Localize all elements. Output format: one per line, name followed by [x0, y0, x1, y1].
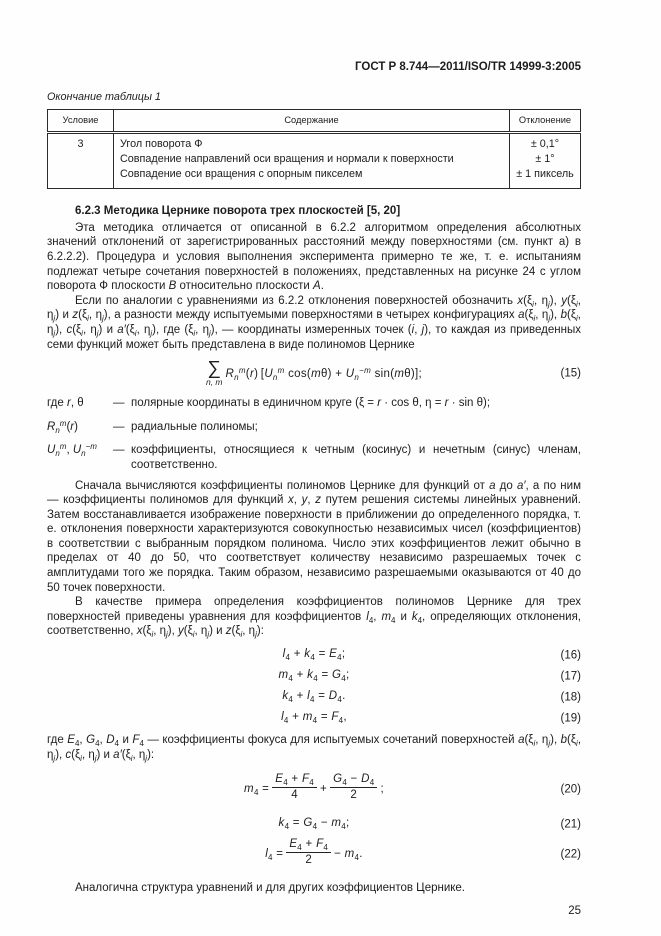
content-line: Совпадение оси вращения с опорным пикселем [120, 168, 363, 181]
equation-18-number: (18) [560, 691, 581, 704]
content-line: Совпадение направлений оси вращения и нормали к поверхности [120, 153, 454, 166]
definition-coefficients [47, 443, 581, 472]
equation-15-number: (15) [560, 367, 581, 380]
summation-symbol: ∑ n, m [205, 358, 223, 388]
column-header-content: Содержание [114, 110, 510, 133]
paragraph-1: Эта методика отличается от описанной в 6.2.2 алгоритмом определения абсолютных значений отклонений от зарегистрированных расстояний между поверхностями (см. пункт а) в 6.2.2.2). Процедура и условия выполнения эксперимента примерно те же, т. е. испытаниям подлежат четыре сочетания поверхностей в положениях, представленных на рисунке 24 с углом поворота Ф плоскости B относительно плоскости A. [47, 221, 581, 293]
document-header: ГОСТ Р 8.744—2011/ISO/TR 14999-3:2005 [355, 61, 581, 73]
equation-18: $k_4 + l_4 = D_4$. (18) [282, 690, 581, 705]
paragraph-5: где $E_4$, $G_4$, $D_4$ и $F_4$ — коэффициенты фокуса для испытуемых сочетаний поверхностей $a(\xi_i$, $\eta_j$), $b(\xi_i$, $\eta_j$), $c(\xi_i$, $\eta_j$) и $a'(\xi_i$, $\eta_j$): [47, 734, 582, 763]
equation-22-number: (22) [560, 848, 581, 861]
table-caption: Окончание таблицы 1 [47, 90, 161, 103]
equation-20-number: (20) [560, 783, 581, 796]
table-header-row [48, 110, 581, 133]
column-header-condition: Условие [48, 110, 114, 133]
paragraph-6: Аналогична структура уравнений и для других коэффициентов Цернике. [75, 882, 466, 895]
definition-r-theta [47, 396, 581, 411]
definition-term: $U_n^m$, $U_n^{-m}$ [47, 442, 97, 459]
equation-20-body: $m_4$ = $\frac{E_4 + F_4}{4}$ + $\frac{G_4 - D_4}{2}$ ; [244, 773, 384, 802]
equation-19: $l_4 + m_4 = F_4$, (19) [281, 711, 581, 726]
equation-15-body: $R_n^m(r)$ [$U_n^m$ $\cos(m\theta) + U_n^{-m}$ sin(mθ)]; [225, 365, 423, 382]
equation-16: $l_4 + k_4 = E_4$; (16) [282, 648, 581, 663]
paragraph-4: В качестве примера определения коэффициентов полиномов Цернике для трех поверхностей приведены уравнения для коэффициентов $l_4$, $m_4$ и $k_4$, определяющих отклонения, соответственно, $x(\xi_i$, $\eta_j$), $y(\xi_i$, $\eta_j$) и $z(\xi_i$, $\eta_j$): [47, 596, 581, 640]
deviation-line: ± 0,1° [530, 138, 560, 151]
definition-radial-polynomials [47, 420, 581, 435]
definition-term: $R_n^m(r)$ [47, 418, 78, 435]
page-content [47, 0, 581, 918]
equation-15 [47, 360, 581, 387]
definition-dash: — [113, 420, 125, 433]
condition-cell: 3 [48, 133, 114, 189]
deviation-line: ± 1° [535, 153, 555, 166]
definition-dash: — [113, 444, 125, 457]
fraction: $\frac{G_4 - D_4}{2}$ [330, 773, 377, 802]
page-number: 25 [568, 904, 581, 917]
equation-16-number: (16) [560, 649, 581, 662]
content-line: Угол поворота Ф [120, 138, 203, 151]
definition-term: где r, θ [47, 397, 84, 410]
equation-22 [47, 839, 581, 871]
paragraph-3: Сначала вычисляются коэффициенты полиномов Цернике для функций от a до a′, а по ним — коэффициенты полиномов для функций x, y, z путем решения системы линейных уравнений. Затем восстанавливается изображение поверхности в приближении до определенного порядка, т. е. отклонения поверхности характеризуются совокупностью независимых чисел (коэффициентов) в соответствии с выбранным порядком полинома. Число этих коэффициентов лежит обычно в пределах от 40 до 50, что соответствует количеству независимо разрешаемых точек с амплитудами того же порядка. Таким образом, независимо разрешаемыми оказываются от 40 до 50 точек поверхности. [47, 479, 581, 594]
column-header-deviation: Отклонение [510, 110, 581, 133]
paragraph-2: Если по аналогии с уравнениями из 6.2.2 отклонения поверхностей обозначить $x(\xi_i$, $\eta_j$), $y(\xi_i$, $\eta_j$) и $z(\xi_i$, $\eta_j$), а разности между испытуемыми поверхностями в четырех конфигурациях $a(\xi_i$, $\eta_j$), $b(\xi_i$, $\eta_j$), $c(\xi_i$, $\eta_j$) и $a'(\xi_i$, $\eta_j$), где ($\xi_i$, $\eta_j$), — координаты измеренных точек (i, j), то каждая из приведенных семи функций может быть представлена в виде полиномов Цернике [47, 294, 581, 351]
deviation-line: ± 1 пиксель [516, 168, 574, 181]
definition-description: радиальные полиномы; [131, 420, 258, 433]
table-row [48, 133, 581, 189]
equation-17-number: (17) [560, 670, 581, 683]
content-cell [114, 133, 510, 189]
equation-20 [47, 774, 581, 806]
definition-description: коэффициенты, относящиеся к четным (косинус) и нечетным (синус) членам, соответственно. [131, 444, 581, 471]
equation-22-body: $l_4$ = $\frac{E_4 + F_4}{2}$ − $m_4$. [265, 838, 363, 867]
conditions-table [47, 109, 581, 189]
section-heading: 6.2.3 Методика Цернике поворота трех плоскостей [5, 20] [75, 205, 401, 218]
fraction: $\frac{E_4 + F_4}{2}$ [286, 838, 331, 867]
definition-dash: — [113, 397, 125, 410]
definition-description: полярные координаты в единичном круге (ξ = r · cos θ, η = r · sin θ); [131, 397, 491, 410]
deviation-cell [510, 133, 581, 189]
equation-21: $k_4 = G_4 - m_4$; (21) [278, 817, 581, 832]
equation-19-number: (19) [560, 712, 581, 725]
equation-17: $m_4 + k_4 = G_4$; (17) [278, 669, 581, 684]
equation-21-number: (21) [560, 818, 581, 831]
fraction: $\frac{E_4 + F_4}{4}$ [272, 773, 317, 802]
